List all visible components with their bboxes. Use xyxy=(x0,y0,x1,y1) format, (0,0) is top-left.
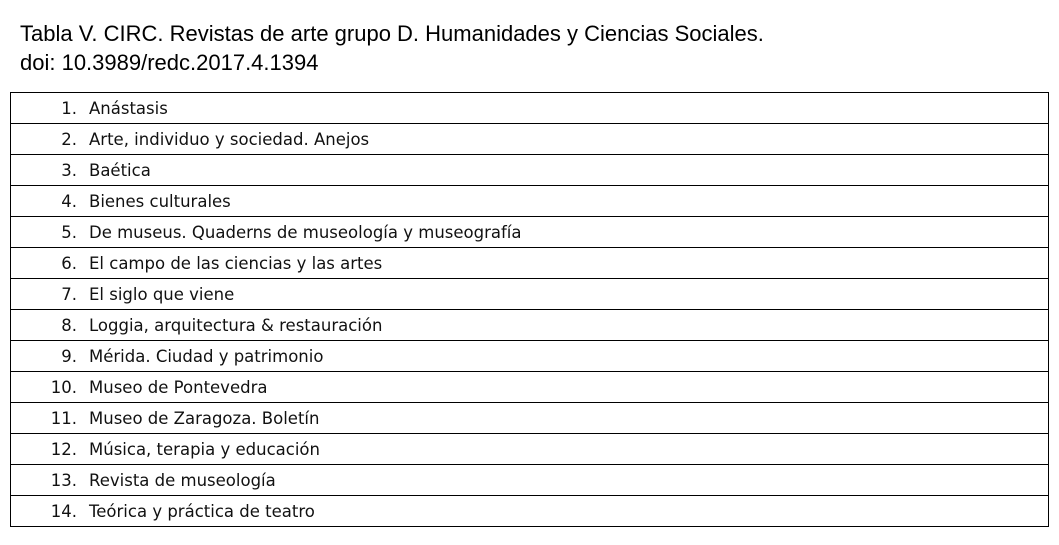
row-number: 12. xyxy=(11,434,90,465)
row-number: 8. xyxy=(11,310,90,341)
table-row xyxy=(11,155,1049,186)
journal-name: Música, terapia y educación xyxy=(89,434,1049,465)
journal-name: Bienes culturales xyxy=(89,186,1049,217)
table-row xyxy=(11,496,1049,527)
journal-name: Baética xyxy=(89,155,1049,186)
row-number: 7. xyxy=(11,279,90,310)
row-number: 9. xyxy=(11,341,90,372)
row-number: 13. xyxy=(11,465,90,496)
doi-reference: doi: 10.3989/redc.2017.4.1394 xyxy=(20,50,319,75)
row-number: 6. xyxy=(11,248,90,279)
row-number: 1. xyxy=(11,93,90,124)
row-number: 4. xyxy=(11,186,90,217)
journal-name: Mérida. Ciudad y patrimonio xyxy=(89,341,1049,372)
journal-list-table xyxy=(10,92,1049,527)
table-row xyxy=(11,279,1049,310)
row-number: 3. xyxy=(11,155,90,186)
journal-name: Loggia, arquitectura & restauración xyxy=(89,310,1049,341)
table-row xyxy=(11,93,1049,124)
table-row xyxy=(11,403,1049,434)
table-row xyxy=(11,465,1049,496)
table-row xyxy=(11,217,1049,248)
table-row xyxy=(11,341,1049,372)
table-row xyxy=(11,310,1049,341)
journal-name: Revista de museología xyxy=(89,465,1049,496)
table-row xyxy=(11,372,1049,403)
row-number: 10. xyxy=(11,372,90,403)
journal-name: El campo de las ciencias y las artes xyxy=(89,248,1049,279)
journal-name: De museus. Quaderns de museología y museografía xyxy=(89,217,1049,248)
journal-name: Arte, individuo y sociedad. Anejos xyxy=(89,124,1049,155)
row-number: 2. xyxy=(11,124,90,155)
row-number: 5. xyxy=(11,217,90,248)
table-row xyxy=(11,434,1049,465)
journal-name: Teórica y práctica de teatro xyxy=(89,496,1049,527)
journal-name: El siglo que viene xyxy=(89,279,1049,310)
table-title: Tabla V. CIRC. Revistas de arte grupo D. Humanidades y Ciencias Sociales. xyxy=(20,21,764,46)
table-row xyxy=(11,124,1049,155)
row-number: 11. xyxy=(11,403,90,434)
table-row xyxy=(11,248,1049,279)
journal-list-body xyxy=(11,93,1049,527)
table-caption xyxy=(20,19,764,77)
journal-name: Museo de Zaragoza. Boletín xyxy=(89,403,1049,434)
row-number: 14. xyxy=(11,496,90,527)
journal-name: Museo de Pontevedra xyxy=(89,372,1049,403)
journal-name: Anástasis xyxy=(89,93,1049,124)
table-row xyxy=(11,186,1049,217)
